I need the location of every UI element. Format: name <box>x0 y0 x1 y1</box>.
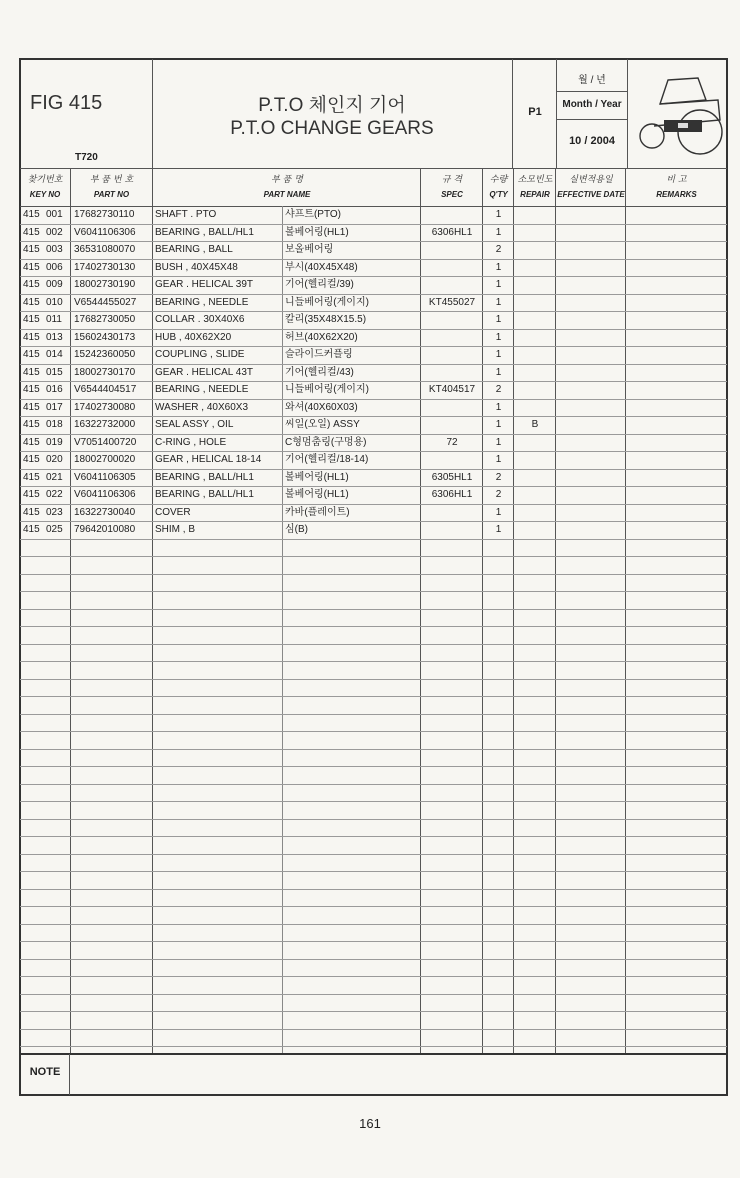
cell-part-name-korean: 카바(플레이트) <box>285 507 350 518</box>
cell-fig: 415 <box>23 244 40 255</box>
row-gridline <box>20 959 727 960</box>
cell-part-name: COLLAR . 30X40X6 <box>155 314 245 325</box>
cell-fig: 415 <box>23 489 40 500</box>
cell-key-no: 017 <box>46 402 63 413</box>
cell-spec <box>421 277 483 293</box>
cell-part-name-korean: 보올베어링 <box>285 244 334 255</box>
row-gridline <box>20 661 727 662</box>
cell-part-name: SHAFT . PTO <box>155 209 217 220</box>
model-code: T720 <box>75 152 98 163</box>
cell-repair <box>514 347 556 363</box>
month-year-label: Month / Year <box>562 99 622 110</box>
cell-spec <box>421 400 483 416</box>
cell-fig: 415 <box>23 472 40 483</box>
cell-qty: 1 <box>495 437 502 448</box>
col-line-name-split <box>282 206 283 1053</box>
col-line-part <box>152 169 153 1053</box>
cell-fig: 415 <box>23 349 40 360</box>
cell-key-no: 025 <box>46 524 63 535</box>
row-gridline <box>20 924 727 925</box>
cell-key-no: 014 <box>46 349 63 360</box>
cell-fig: 415 <box>23 332 40 343</box>
cell-spec <box>421 505 483 521</box>
cell-repair <box>514 365 556 381</box>
cell-part-name: BUSH , 40X45X48 <box>155 262 238 273</box>
row-gridline <box>20 731 727 732</box>
cell-repair <box>514 487 556 503</box>
cell-spec <box>421 417 483 433</box>
row-gridline <box>20 994 727 995</box>
column-key-no: KEY NO <box>29 190 61 199</box>
cell-qty: 1 <box>495 507 502 518</box>
cell-repair <box>514 505 556 521</box>
cell-key-no: 002 <box>46 227 63 238</box>
row-gridline <box>20 644 727 645</box>
cell-fig: 415 <box>23 384 40 395</box>
cell-part-name: BEARING , BALL/HL1 <box>155 227 254 238</box>
cell-fig: 415 <box>23 209 40 220</box>
column-effective-ko: 실변적용일 <box>569 175 613 185</box>
cell-part-name-korean: 볼베어링(HL1) <box>285 489 349 500</box>
cell-part-no: 18002730190 <box>74 279 136 290</box>
cell-part-name: GEAR . HELICAL 43T <box>155 367 253 378</box>
cell-qty: 1 <box>495 419 502 430</box>
cell-part-no: 15602430173 <box>74 332 136 343</box>
cell-qty: 2 <box>495 384 502 395</box>
row-gridline <box>20 556 727 557</box>
cell-part-name: BEARING , BALL <box>155 244 233 255</box>
cell-key-no: 020 <box>46 454 63 465</box>
row-gridline <box>20 1046 727 1047</box>
cell-part-no: 16322730040 <box>74 507 136 518</box>
column-spec: SPEC <box>441 190 463 199</box>
cell-repair <box>514 400 556 416</box>
cell-key-no: 019 <box>46 437 63 448</box>
row-gridline <box>20 714 727 715</box>
cell-part-name-korean: 허브(40X62X20) <box>285 332 358 343</box>
cell-repair <box>514 522 556 538</box>
cell-qty: 1 <box>495 367 502 378</box>
row-gridline <box>20 609 727 610</box>
row-gridline <box>20 679 727 680</box>
row-gridline <box>20 626 727 627</box>
row-gridline <box>20 1011 727 1012</box>
cell-qty: 1 <box>495 227 502 238</box>
cell-key-no: 016 <box>46 384 63 395</box>
cell-part-name-korean: 볼베어링(HL1) <box>285 472 349 483</box>
cell-key-no: 003 <box>46 244 63 255</box>
cell-key-no: 013 <box>46 332 63 343</box>
cell-qty: 1 <box>495 454 502 465</box>
cell-part-name-korean: C형멈춤링(구멍용) <box>285 437 367 448</box>
cell-repair <box>514 260 556 276</box>
cell-key-no: 009 <box>46 279 63 290</box>
cell-part-no: 18002730170 <box>74 367 136 378</box>
cell-qty: 1 <box>495 209 502 220</box>
monthyear-line-2 <box>556 119 627 120</box>
row-gridline <box>20 976 727 977</box>
cell-key-no: 022 <box>46 489 63 500</box>
cell-part-name-korean: 심(B) <box>285 524 308 535</box>
row-gridline <box>20 749 727 750</box>
row-gridline <box>20 941 727 942</box>
row-gridline <box>20 766 727 767</box>
column-qty: Q'TY <box>489 190 508 199</box>
cell-repair <box>514 207 556 223</box>
cell-spec <box>421 207 483 223</box>
cell-repair <box>514 312 556 328</box>
cell-part-name: BEARING , BALL/HL1 <box>155 472 254 483</box>
cell-repair <box>514 382 556 398</box>
cell-part-name: HUB , 40X62X20 <box>155 332 232 343</box>
row-gridline <box>20 819 727 820</box>
column-repair: REPAIR <box>520 190 550 199</box>
cell-repair <box>514 435 556 451</box>
cell-repair <box>514 277 556 293</box>
cell-repair <box>514 225 556 241</box>
cell-part-no: 17682730050 <box>74 314 136 325</box>
cell-qty: 2 <box>495 489 502 500</box>
cell-spec <box>421 452 483 468</box>
column-remarks: REMARKS <box>656 190 697 199</box>
header-divider-4 <box>627 59 628 169</box>
cell-spec <box>421 522 483 538</box>
cell-part-no: 16322732000 <box>74 419 136 430</box>
cell-part-no: V6041106306 <box>74 227 136 238</box>
row-gridline <box>20 696 727 697</box>
cell-fig: 415 <box>23 454 40 465</box>
cell-part-name-korean: 볼베어링(HL1) <box>285 227 349 238</box>
cell-part-name: SEAL ASSY , OIL <box>155 419 234 430</box>
cell-part-name: COVER <box>155 507 191 518</box>
cell-part-name-korean: 와셔(40X60X03) <box>285 402 358 413</box>
cell-qty: 2 <box>495 244 502 255</box>
cell-part-name: WASHER , 40X60X3 <box>155 402 249 413</box>
cell-part-name: SHIM , B <box>155 524 196 535</box>
cell-qty: 1 <box>495 349 502 360</box>
cell-fig: 415 <box>23 507 40 518</box>
monthyear-line-1 <box>556 91 627 92</box>
cell-spec: 6305HL1 <box>431 472 473 483</box>
note-top-line <box>20 1053 727 1055</box>
month-year-label-korean: 월 / 년 <box>578 75 606 86</box>
cell-part-no: 79642010080 <box>74 524 136 535</box>
cell-part-no: 17682730110 <box>74 209 135 220</box>
cell-part-name-korean: 기어(헬리컬/39) <box>285 279 354 290</box>
cell-spec <box>421 347 483 363</box>
cell-part-name-korean: 샤프트(PTO) <box>285 209 342 220</box>
cell-spec <box>421 260 483 276</box>
row-gridline <box>20 801 727 802</box>
cell-fig: 415 <box>23 524 40 535</box>
column-effective-date: EFFECTIVE DATE <box>557 190 625 199</box>
cell-fig: 415 <box>23 297 40 308</box>
cell-fig: 415 <box>23 314 40 325</box>
cell-spec: 72 <box>446 437 458 448</box>
column-part-name: PART NAME <box>263 190 311 199</box>
cell-part-name: GEAR . HELICAL 39T <box>155 279 253 290</box>
cell-key-no: 018 <box>46 419 63 430</box>
cell-spec <box>421 330 483 346</box>
cell-part-name-korean: 기어(헬리컬/18-14) <box>285 454 369 465</box>
cell-part-name-korean: 니들베어링(게이지) <box>285 384 369 395</box>
cell-qty: 1 <box>495 279 502 290</box>
row-gridline <box>20 591 727 592</box>
column-repair-ko: 소모빈도 <box>517 175 553 185</box>
cell-qty: 1 <box>495 332 502 343</box>
row-gridline <box>20 574 727 575</box>
cell-key-no: 001 <box>46 209 63 220</box>
cell-key-no: 023 <box>46 507 63 518</box>
cell-part-name: GEAR , HELICAL 18-14 <box>155 454 262 465</box>
figure-number: FIG 415 <box>30 92 103 114</box>
cell-part-name-korean: 씨일(오일) ASSY <box>285 419 360 430</box>
cell-repair <box>514 295 556 311</box>
column-part-ko: 부 품 번 호 <box>89 175 134 185</box>
cell-spec: 6306HL1 <box>431 227 473 238</box>
row-gridline <box>20 539 727 540</box>
cell-part-no: 17402730080 <box>74 402 136 413</box>
cell-part-no: 18002700020 <box>74 454 136 465</box>
cell-fig: 415 <box>23 367 40 378</box>
cell-part-name-korean: 슬라이드커플링 <box>285 349 353 360</box>
row-gridline <box>20 1029 727 1030</box>
cell-part-name: COUPLING , SLIDE <box>155 349 245 360</box>
col-line-effective <box>625 169 626 1053</box>
cell-qty: 1 <box>495 262 502 273</box>
cell-key-no: 011 <box>46 314 62 325</box>
cell-part-name: BEARING , NEEDLE <box>155 384 249 395</box>
page-number: 161 <box>359 1116 381 1131</box>
cell-part-no: V6544404517 <box>74 384 137 395</box>
cell-part-name-korean: 칼리(35X48X15.5) <box>285 314 367 325</box>
column-spec-ko: 규 격 <box>441 175 463 185</box>
header-bottom-line <box>20 168 727 169</box>
cell-fig: 415 <box>23 402 40 413</box>
cell-part-no: V6041106306 <box>74 489 136 500</box>
cell-qty: 1 <box>495 402 502 413</box>
cell-part-no: 36531080070 <box>74 244 136 255</box>
cell-qty: 1 <box>495 314 502 325</box>
column-part-no: PART NO <box>93 190 130 199</box>
row-gridline <box>20 889 727 890</box>
cell-key-no: 006 <box>46 262 63 273</box>
cell-part-no: V7051400720 <box>74 437 137 448</box>
cell-repair <box>514 470 556 486</box>
cell-key-no: 021 <box>46 472 63 483</box>
cell-fig: 415 <box>23 262 40 273</box>
cell-repair: B <box>531 419 539 430</box>
cell-fig: 415 <box>23 279 40 290</box>
row-gridline <box>20 784 727 785</box>
cell-key-no: 010 <box>46 297 63 308</box>
cell-qty: 1 <box>495 297 502 308</box>
row-gridline <box>20 871 727 872</box>
cell-spec: KT455027 <box>428 297 476 308</box>
cell-spec <box>421 242 483 258</box>
cell-key-no: 015 <box>46 367 63 378</box>
row-gridline <box>20 854 727 855</box>
cell-fig: 415 <box>23 227 40 238</box>
cell-spec <box>421 365 483 381</box>
column-remarks-ko: 비 고 <box>666 175 687 185</box>
column-name-ko: 부 품 명 <box>271 175 303 185</box>
page-title-korean: P.T.O 체인지 기어 <box>258 95 406 116</box>
cell-part-name: C-RING , HOLE <box>155 437 227 448</box>
cell-part-name: BEARING , BALL/HL1 <box>155 489 254 500</box>
col-line-key <box>70 169 71 1053</box>
cell-spec: KT404517 <box>428 384 476 395</box>
cell-part-name-korean: 부시(40X45X48) <box>285 262 358 273</box>
cell-part-no: 17402730130 <box>74 262 136 273</box>
cell-spec: 6306HL1 <box>431 489 473 500</box>
cell-repair <box>514 330 556 346</box>
cell-spec <box>421 312 483 328</box>
row-gridline <box>20 906 727 907</box>
cell-part-no: V6041106305 <box>74 472 136 483</box>
column-key-ko: 찾기번호 <box>27 175 63 185</box>
cell-part-name: BEARING , NEEDLE <box>155 297 249 308</box>
cell-repair <box>514 452 556 468</box>
cell-fig: 415 <box>23 437 40 448</box>
column-qty-ko: 수량 <box>489 175 508 185</box>
cell-qty: 1 <box>495 524 502 535</box>
tractor-icon <box>630 70 725 158</box>
cell-qty: 2 <box>495 472 502 483</box>
cell-part-no: 15242360050 <box>74 349 136 360</box>
cell-part-no: V6544455027 <box>74 297 137 308</box>
note-label: NOTE <box>29 1066 61 1078</box>
page-title: P.T.O CHANGE GEARS <box>230 118 434 139</box>
cell-part-name-korean: 니들베어링(게이지) <box>285 297 369 308</box>
note-divider <box>69 1054 70 1095</box>
page-id: P1 <box>528 106 542 118</box>
cell-part-name-korean: 기어(헬리컬/43) <box>285 367 354 378</box>
cell-fig: 415 <box>23 419 40 430</box>
cell-repair <box>514 242 556 258</box>
issue-date: 10 / 2004 <box>569 135 615 147</box>
row-gridline <box>20 836 727 837</box>
